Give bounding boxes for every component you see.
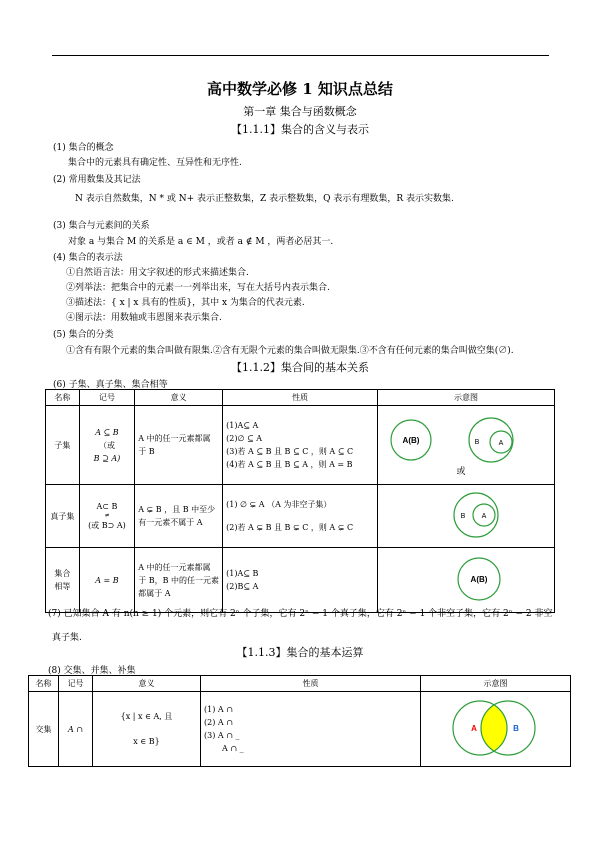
- p6-heading: (6) 子集、真子集、集合相等: [53, 380, 168, 390]
- p5-heading: (5) 集合的分类: [53, 330, 114, 340]
- row-meaning: [135, 485, 223, 548]
- section-1-1-2-heading: 【1.1.2】集合间的基本关系: [231, 361, 369, 374]
- subset-relations-table: [45, 389, 555, 613]
- row-diagram: [421, 692, 571, 767]
- section-1-1-1-heading: 【1.1.1】集合的含义与表示: [231, 123, 369, 136]
- table-header-row: [29, 676, 571, 692]
- set-operations-table: [28, 675, 571, 767]
- row-symbol: [79, 406, 135, 485]
- row-diagram: [378, 548, 555, 613]
- meaning-line: 于 B，B 中的任一元素: [138, 575, 220, 585]
- meaning-line: A ⊊ B ，且 B 中至少: [138, 505, 216, 514]
- table-row: [46, 548, 555, 613]
- p4-item-1: ①自然语言法：用文字叙述的形式来描述集合.: [66, 268, 249, 278]
- p4-item-2: ②列举法：把集合中的元素一一列举出来，写在大括号内表示集合.: [66, 283, 330, 293]
- row-name: 真子集: [46, 485, 80, 548]
- row-diagram: [378, 406, 555, 485]
- table-row: [29, 692, 571, 767]
- meaning-line: x ∈ B}: [133, 737, 160, 746]
- meaning-line: 于 B: [138, 447, 155, 456]
- property-line: (3)若 A ⊆ B 且 B ⊆ C ，则 A ⊆ C: [226, 447, 354, 456]
- row-name: 交集: [29, 692, 59, 767]
- property-line: (1)A⊆ A: [226, 421, 259, 430]
- col-header-symbol: 记号: [59, 676, 93, 692]
- symbol-line: (或 B⊃ A): [88, 521, 126, 530]
- proper-subset-venn-diagram: [381, 487, 551, 543]
- chapter-heading: 第一章 集合与函数概念: [243, 105, 357, 118]
- p5-body: ①含有有限个元素的集合叫做有限集.②含有无限个元素的集合叫做无限集.③不含有任何元素的集合叫做空集(∅).: [66, 346, 514, 356]
- col-header-diagram: 示意图: [378, 390, 555, 406]
- row-properties: [223, 548, 378, 613]
- venn-label-b: B: [460, 513, 466, 520]
- row-properties: [223, 485, 378, 548]
- venn-label-b: B: [474, 439, 480, 446]
- venn-label-a: A: [481, 513, 487, 520]
- property-line: (4)若 A ⊆ B 且 B ⊆ A ，则 A = B: [226, 460, 353, 469]
- col-header-name: 名称: [29, 676, 59, 692]
- row-symbol: [79, 485, 135, 548]
- property-line: (2)若 A ⊊ B 且 B ⊊ C ，则 A ⊊ C: [226, 523, 354, 532]
- row-name: 子集: [46, 406, 80, 485]
- row-meaning: [135, 548, 223, 613]
- property-line: A ∩ _: [222, 744, 244, 753]
- venn-label-a: A: [498, 440, 504, 447]
- property-line: (2)∅ ⊆ A: [226, 434, 263, 443]
- meaning-line: 都属于 A: [138, 588, 171, 598]
- name-line: 集合: [54, 569, 71, 578]
- row-symbol: A = B: [79, 548, 135, 613]
- row-symbol: A ∩: [59, 692, 93, 767]
- table-header-row: [46, 390, 555, 406]
- venn-label-ab: A(B): [470, 575, 488, 584]
- spacer: [226, 511, 374, 521]
- venn-label-ab: A(B): [402, 436, 420, 445]
- p3-heading: (3) 集合与元素间的关系: [53, 221, 150, 231]
- venn-label-b: B: [513, 724, 519, 733]
- symbol-line: A ⊆ B: [95, 427, 119, 437]
- p2-heading: (2) 常用数集及其记法: [53, 175, 141, 185]
- property-line: (2) A ∩: [204, 718, 233, 727]
- p7-line-2: 真子集.: [52, 633, 82, 643]
- symbol-line: ≠: [104, 512, 110, 519]
- row-properties: [201, 692, 421, 767]
- meaning-line: A 中的任一元素都属: [138, 562, 211, 572]
- property-line: (2)B⊆ A: [226, 582, 259, 591]
- col-header-meaning: 意义: [135, 390, 223, 406]
- venn-label-a: A: [471, 724, 477, 733]
- equal-sets-venn-diagram: [381, 550, 551, 608]
- table-row: [46, 406, 555, 485]
- col-header-properties: 性质: [201, 676, 421, 692]
- col-header-symbol: 记号: [79, 390, 135, 406]
- row-name: [46, 548, 80, 613]
- page-title: 高中数学必修 1 知识点总结: [207, 80, 393, 98]
- spacer: [96, 723, 197, 735]
- p1-body: 集合中的元素具有确定性、互异性和无序性.: [68, 158, 242, 168]
- property-line: (1) ∅ ⊊ A （A 为非空子集）: [226, 500, 332, 509]
- table-row: [46, 485, 555, 548]
- name-line: 相等: [54, 582, 71, 591]
- p3-body: 对象 a 与集合 M 的关系是 a ∈ M ，或者 a ∉ M ，两者必居其一.: [68, 237, 334, 247]
- symbol-line: （或: [98, 440, 115, 450]
- p8-heading: (8) 交集、并集、补集: [48, 666, 136, 676]
- property-line: (1)A⊆ B: [226, 569, 259, 578]
- property-line: (1) A ∩: [204, 705, 233, 714]
- meaning-line: {x | x ∈ A, 且: [120, 712, 173, 721]
- col-header-meaning: 意义: [93, 676, 201, 692]
- symbol-line: A⊂ B: [96, 502, 118, 511]
- row-meaning: [93, 692, 201, 767]
- or-label: 或: [456, 466, 466, 476]
- row-properties: [223, 406, 378, 485]
- intersection-venn-diagram: [424, 694, 564, 762]
- property-line: (3) A ∩ _: [204, 731, 240, 740]
- p4-item-3: ③描述法：{ x | x 具有的性质}，其中 x 为集合的代表元素.: [66, 298, 305, 308]
- subset-venn-diagram: [381, 408, 551, 480]
- row-diagram: [378, 485, 555, 548]
- meaning-line: A 中的任一元素都属: [138, 434, 211, 443]
- col-header-diagram: 示意图: [421, 676, 571, 692]
- meaning-line: 有一元素不属于 A: [138, 518, 203, 527]
- col-header-properties: 性质: [223, 390, 378, 406]
- p2-body: N 表示自然数集，N * 或 N+ 表示正整数集，Z 表示整数集，Q 表示有理数集，R 表示实数集.: [75, 194, 454, 204]
- p4-item-4: ④图示法：用数轴或韦恩图来表示集合.: [66, 313, 222, 323]
- p1-heading: (1) 集合的概念: [53, 143, 114, 153]
- col-header-name: 名称: [46, 390, 80, 406]
- top-rule: [52, 55, 549, 56]
- section-1-1-3-heading: 【1.1.3】集合的基本运算: [236, 646, 364, 659]
- p4-heading: (4) 集合的表示法: [53, 253, 123, 263]
- symbol-line: B ⊇ A): [93, 453, 121, 463]
- p7-line-1: (7) 已知集合 A 有 n(n ≥ 1) 个元素，则它有 2ⁿ 个子集，它有 2ⁿ − 1 个真子集，它有 2ⁿ − 1 个非空子集，它有 2ⁿ − 2 非空: [48, 609, 553, 619]
- row-meaning: [135, 406, 223, 485]
